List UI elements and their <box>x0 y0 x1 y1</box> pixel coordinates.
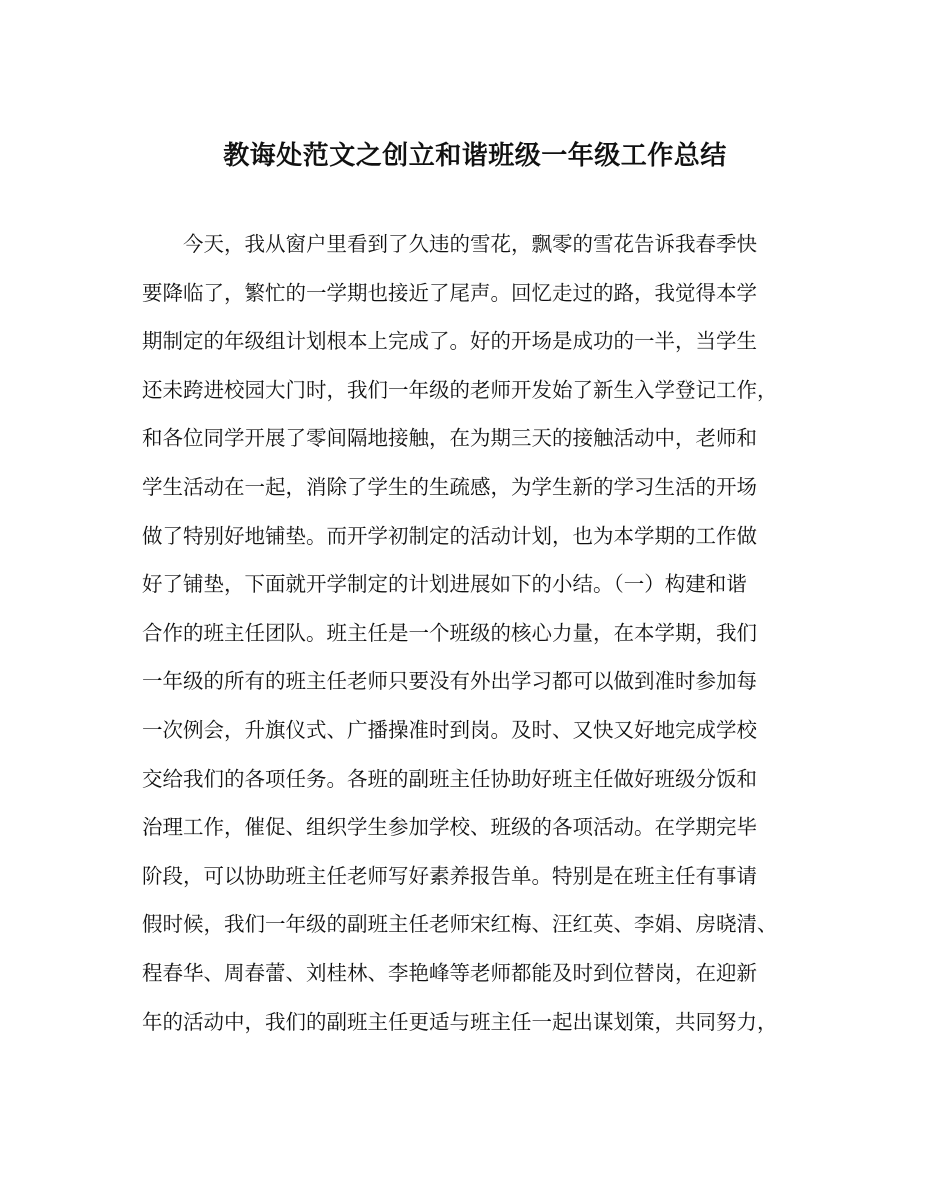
body-line: 今天，我从窗户里看到了久违的雪花，飘零的雪花告诉我春季快 <box>183 232 757 256</box>
body-line: 治理工作，催促、组织学生参加学校、班级的各项活动。在学期完毕 <box>142 815 757 840</box>
body-line: 学生活动在一起，消除了学生的生疏感，为学生新的学习生活的开场 <box>142 474 757 499</box>
body-line: 一次例会，升旗仪式、广播操准时到岗。及时、又快又好地完成学校 <box>142 717 757 742</box>
body-line: 还未跨进校园大门时，我们一年级的老师开发始了新生入学登记工作， <box>142 377 778 402</box>
body-line: 和各位同学开展了零间隔地接触，在为期三天的接触活动中，老师和 <box>142 426 757 451</box>
body-line: 合作的班主任团队。班主任是一个班级的核心力量，在本学期，我们 <box>142 620 757 645</box>
body-line: 期制定的年级组计划根本上完成了。好的开场是成功的一半，当学生 <box>142 329 757 354</box>
body-line: 年的活动中，我们的副班主任更适与班主任一起出谋划策，共同努力， <box>142 1009 778 1034</box>
body-line: 做了特别好地铺垫。而开学初制定的活动计划，也为本学期的工作做 <box>142 523 757 548</box>
body-line: 要降临了，繁忙的一学期也接近了尾声。回忆走过的路，我觉得本学 <box>142 280 757 305</box>
document-body <box>142 220 808 1046</box>
body-line: 假时候，我们一年级的副班主任老师宋红梅、汪红英、李娟、房晓清、 <box>142 912 778 937</box>
body-line: 程春华、周春蕾、刘桂林、李艳峰等老师都能及时到位替岗，在迎新 <box>142 960 757 985</box>
body-line: 好了铺垫，下面就开学制定的计划进展如下的小结。（一）构建和谐 <box>142 572 747 597</box>
body-line: 一年级的所有的班主任老师只要没有外出学习都可以做到准时参加每 <box>142 669 757 694</box>
document-title: 教诲处范文之创立和谐班级一年级工作总结 <box>223 141 727 171</box>
body-line: 交给我们的各项任务。各班的副班主任协助好班主任做好班级分饭和 <box>142 766 757 791</box>
body-line: 阶段，可以协助班主任老师写好素养报告单。特别是在班主任有事请 <box>142 863 757 888</box>
